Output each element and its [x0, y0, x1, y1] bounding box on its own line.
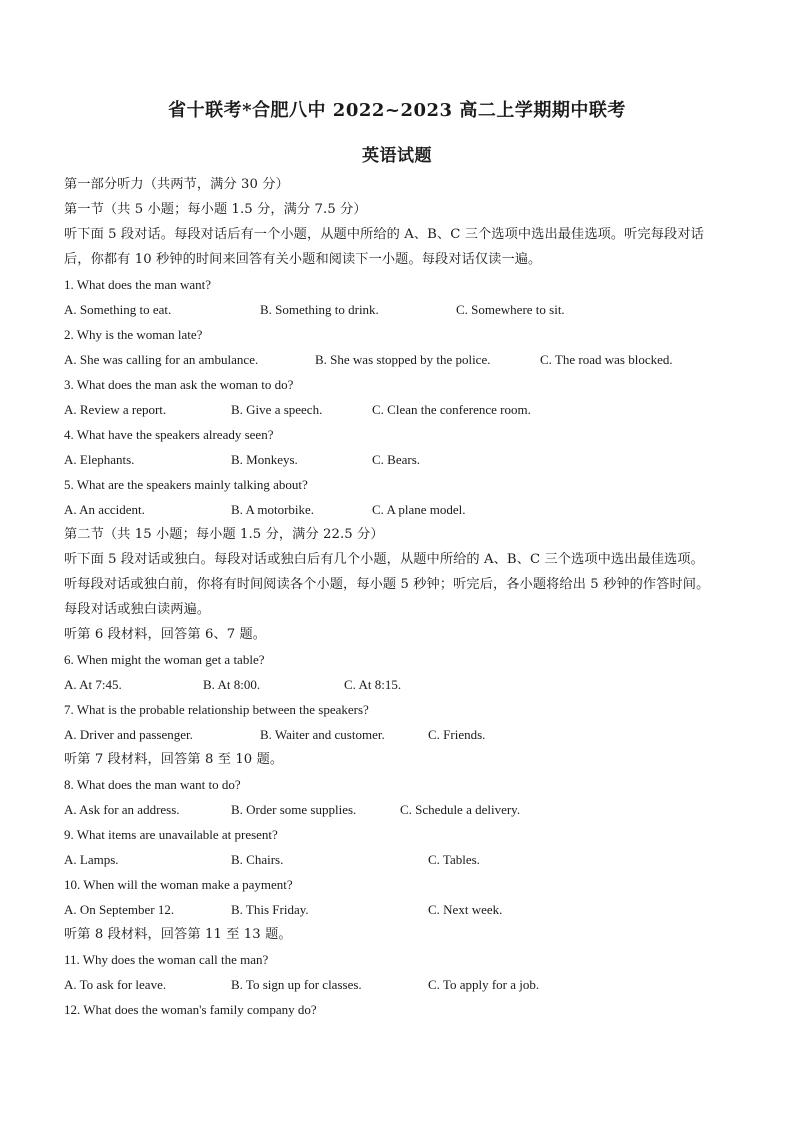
options-6	[64, 672, 744, 697]
material-6-heading: 听第 6 段材料，回答第 6、7 题。	[64, 627, 267, 642]
question-6: 6. When might the woman get a table?	[64, 652, 265, 667]
option-7c: C. Friends.	[428, 727, 486, 742]
option-2c: C. The road was blocked.	[540, 352, 673, 367]
section2-instructions-line1: 听下面 5 段对话或独白。每段对话或独白后有几个小题，从题中所给的 A、B、C 三个选项中选出最佳选项。	[64, 552, 704, 567]
question-4: 4. What have the speakers already seen?	[64, 427, 274, 442]
option-1a: A. Something to eat.	[64, 302, 172, 317]
option-2a: A. She was calling for an ambulance.	[64, 352, 259, 367]
option-9c: C. Tables.	[428, 852, 480, 867]
options-7	[64, 722, 744, 747]
option-5a: A. An accident.	[64, 502, 145, 517]
option-4c: C. Bears.	[372, 452, 421, 467]
question-8: 8. What does the man want to do?	[64, 777, 241, 792]
question-5: 5. What are the speakers mainly talking about?	[64, 477, 308, 492]
option-6b: B. At 8:00.	[203, 677, 261, 692]
section1-instructions-line1: 听下面 5 段对话。每段对话后有一个小题，从题中所给的 A、B、C 三个选项中选出最佳选项。听完每段对话	[64, 227, 704, 242]
option-9b: B. Chairs.	[231, 852, 284, 867]
option-5b: B. A motorbike.	[231, 502, 315, 517]
option-5c: C. A plane model.	[372, 502, 466, 517]
option-8a: A. Ask for an address.	[64, 802, 180, 817]
options-8	[64, 797, 744, 822]
option-4b: B. Monkeys.	[231, 452, 298, 467]
question-1: 1. What does the man want?	[64, 277, 212, 292]
question-11: 11. Why does the woman call the man?	[64, 952, 269, 967]
material-7-heading: 听第 7 段材料，回答第 8 至 10 题。	[64, 752, 284, 767]
options-3	[64, 397, 744, 422]
option-10a: A. On September 12.	[64, 902, 175, 917]
options-1	[64, 297, 744, 322]
material-8-heading: 听第 8 段材料，回答第 11 至 13 题。	[64, 927, 292, 942]
option-6a: A. At 7:45.	[64, 677, 122, 692]
question-10: 10. When will the woman make a payment?	[64, 877, 293, 892]
question-9: 9. What items are unavailable at present?	[64, 827, 278, 842]
option-7b: B. Waiter and customer.	[260, 727, 385, 742]
option-9a: A. Lamps.	[64, 852, 119, 867]
options-10	[64, 897, 744, 922]
part1-heading: 第一部分听力（共两节，满分 30 分）	[64, 177, 289, 192]
section2-heading: 第二节（共 15 小题；每小题 1.5 分，满分 22.5 分）	[64, 527, 384, 542]
section1-instructions-line2: 后，你都有 10 秒钟的时间来回答有关小题和阅读下一小题。每段对话仅读一遍。	[64, 252, 542, 267]
option-6c: C. At 8:15.	[344, 677, 402, 692]
option-10c: C. Next week.	[428, 902, 503, 917]
subject-title: 英语试题	[362, 146, 432, 166]
question-3: 3. What does the man ask the woman to do?	[64, 377, 294, 392]
exam-title: 省十联考*合肥八中 2022~2023 高二上学期期中联考	[168, 100, 626, 121]
option-11c: C. To apply for a job.	[428, 977, 540, 992]
options-9	[64, 847, 744, 872]
option-10b: B. This Friday.	[231, 902, 309, 917]
section2-instructions-line2: 听每段对话或独白前，你将有时间阅读各个小题，每小题 5 秒钟；听完后，各小题将给出 5 秒钟的作答时间。	[64, 577, 710, 592]
section1-heading: 第一节（共 5 小题；每小题 1.5 分，满分 7.5 分）	[64, 202, 367, 217]
option-2b: B. She was stopped by the police.	[315, 352, 491, 367]
option-8b: B. Order some supplies.	[231, 802, 357, 817]
option-3a: A. Review a report.	[64, 402, 167, 417]
section2-instructions-line3: 每段对话或独白读两遍。	[64, 602, 211, 617]
question-12: 12. What does the woman's family company do?	[64, 1002, 317, 1017]
question-2: 2. Why is the woman late?	[64, 327, 203, 342]
question-7: 7. What is the probable relationship between the speakers?	[64, 702, 369, 717]
option-8c: C. Schedule a delivery.	[400, 802, 521, 817]
option-4a: A. Elephants.	[64, 452, 135, 467]
option-3c: C. Clean the conference room.	[372, 402, 531, 417]
exam-body	[64, 172, 744, 1022]
option-1c: C. Somewhere to sit.	[456, 302, 565, 317]
option-11b: B. To sign up for classes.	[231, 977, 362, 992]
option-1b: B. Something to drink.	[260, 302, 379, 317]
options-5	[64, 497, 744, 522]
option-11a: A. To ask for leave.	[64, 977, 167, 992]
options-11	[64, 972, 744, 997]
options-2	[64, 347, 744, 372]
option-7a: A. Driver and passenger.	[64, 727, 193, 742]
option-3b: B. Give a speech.	[231, 402, 323, 417]
options-4	[64, 447, 744, 472]
